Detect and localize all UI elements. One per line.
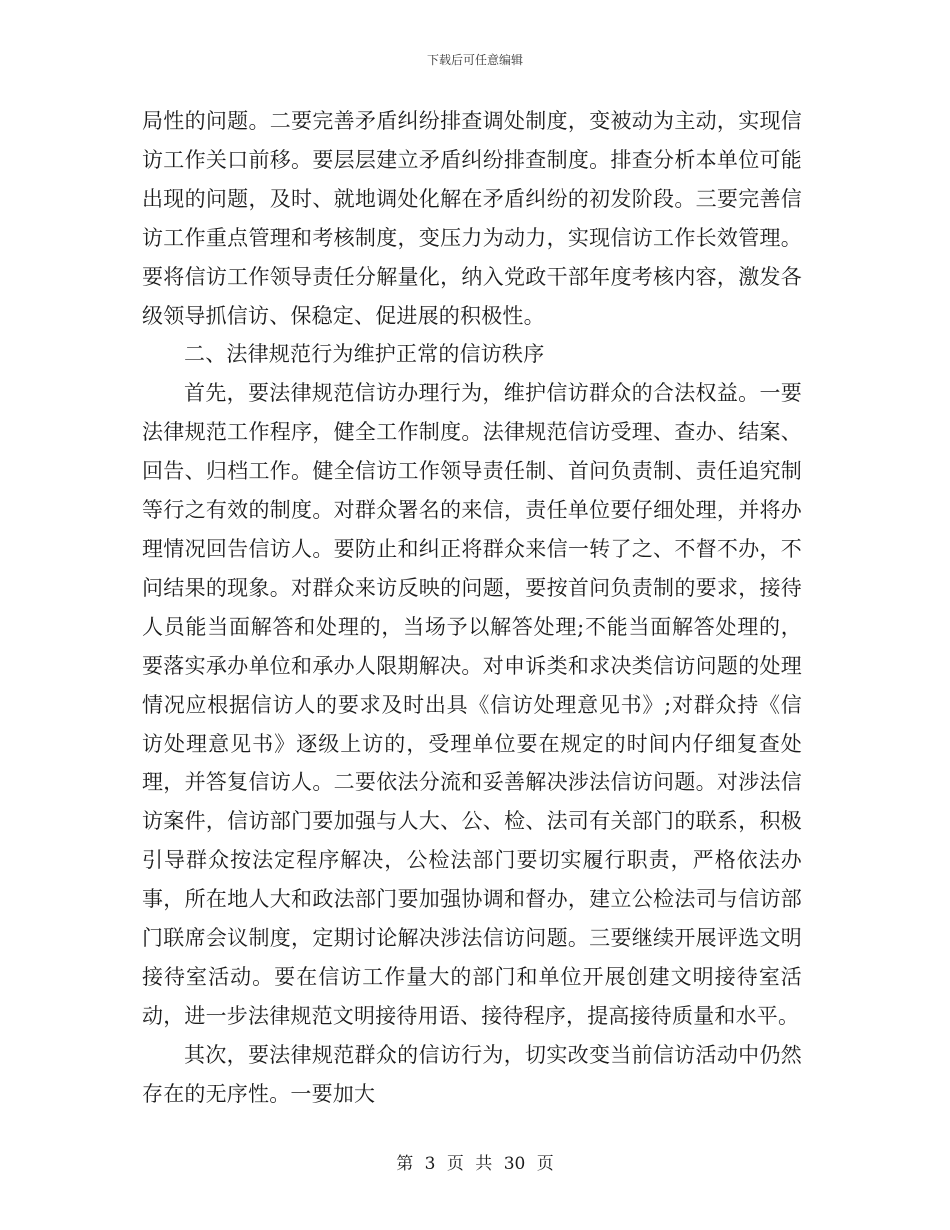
paragraph-continued: 局性的问题。二要完善矛盾纠纷排查调处制度，变被动为主动，实现信访工作关口前移。要层层建立矛盾纠纷排查制度。排查分析本单位可能出现的问题，及时、就地调处化解在矛盾纠纷的初发阶段。三要完善信访工作重点管理和考核制度，变压力为动力，实现信访工作长效管理。要将信访工作领导责任分解量化，纳入党政干部年度考核内容，激发各级领导抓信访、保稳定、促进展的积极性。 [142,109,802,328]
section-heading: 二、法律规范行为维护正常的信访秩序 [184,342,545,367]
page-number: 第 3 页 共 30 页 [396,1154,554,1174]
paragraph: 其次，要法律规范群众的信访行为，切实改变当前信访活动中仍然存在的无序性。一要加大 [142,1042,802,1106]
document-body [142,102,802,1114]
paragraph: 首先，要法律规范信访办理行为，维护信访群众的合法权益。一要法律规范工作程序，健全工作制度。法律规范信访受理、查办、结案、回告、归档工作。健全信访工作领导责任制、首问负责制、责任追究制等行之有效的制度。对群众署名的来信，责任单位要仔细处理，并将办理情况回告信访人。要防止和纠正将群众来信一转了之、不督不办，不问结果的现象。对群众来访反映的问题，要按首问负责制的要求，接待人员能当面解答和处理的，当场予以解答处理;不能当面解答处理的，要落实承办单位和承办人限期解决。对申诉类和求决类信访问题的处理情况应根据信访人的要求及时出具《信访处理意见书》;对群众持《信访处理意见书》逐级上访的，受理单位要在规定的时间内仔细复查处理，并答复信访人。二要依法分流和妥善解决涉法信访问题。对涉法信访案件，信访部门要加强与人大、公、检、法司有关部门的联系，积极引导群众按法定程序解决，公检法部门要切实履行职责，严格依法办事，所在地人大和政法部门要加强协调和督办，建立公检法司与信访部门联席会议制度，定期讨论解决涉法信访问题。三要继续开展评选文明接待室活动。要在信访工作量大的部门和单位开展创建文明接待室活动，进一步法律规范文明接待用语、接待程序，提高接待质量和水平。 [142,381,802,1028]
page-header: 下载后可任意编辑 [426,53,523,67]
